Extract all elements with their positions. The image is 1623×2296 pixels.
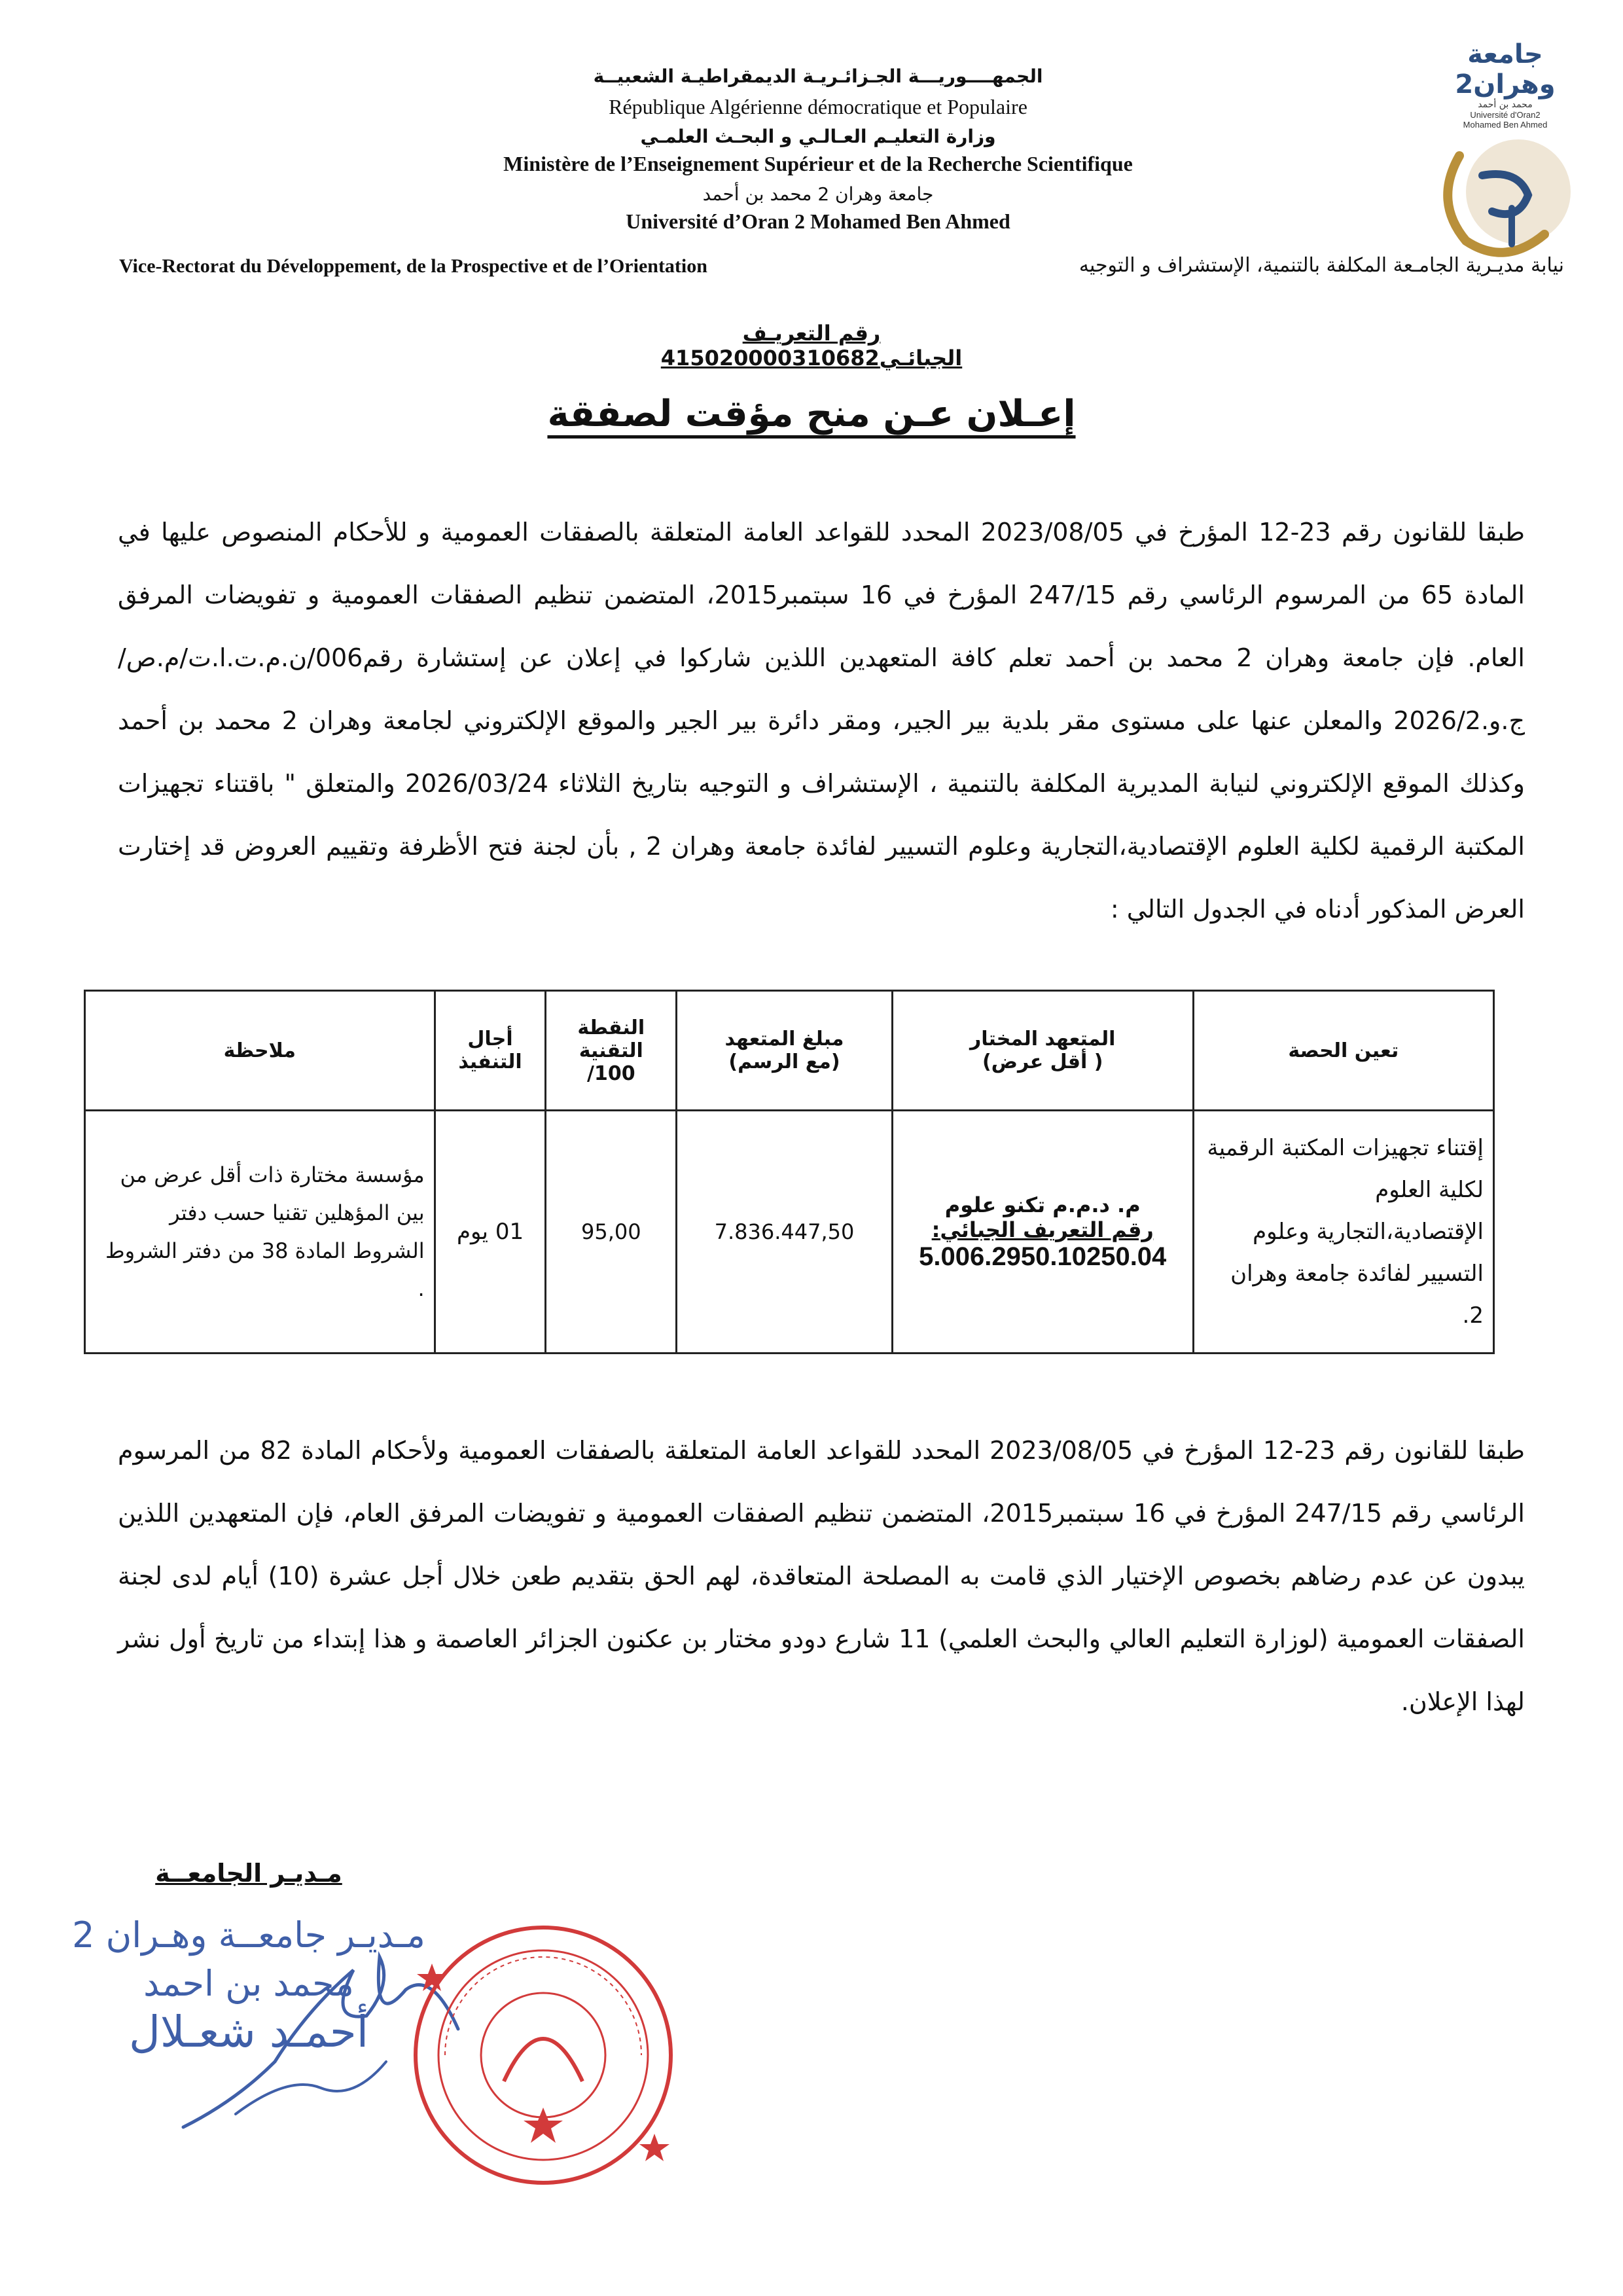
header-amount-label: مبلغ المتعهد [724, 1028, 844, 1050]
republic-ar: الجمهــــوريـــة الجـزائـريـة الديمقراطيـة الشعبيــة [593, 65, 1043, 87]
official-seal-icon [406, 1918, 681, 2193]
cell-amount: 7.836.447,50 [677, 1111, 893, 1354]
university-ar: جامعة وهران 2 محمد بن أحمد [702, 183, 934, 205]
tax-id: رقم التعريـف الجبائـي415020000310682 [660, 321, 963, 370]
cell-note: مؤسسة مختارة ذات أقل عرض من بين المؤهلين تقنيا حسب دفتر الشروط المادة 38 من دفتر الشروط . [85, 1111, 435, 1354]
header-deadline-label: أجال التنفيذ [458, 1028, 522, 1073]
stamp-line-2: محمد بن احمد [143, 1963, 354, 2004]
header-bidder-sub: ( أقل عرض) [982, 1050, 1103, 1073]
signature-title: مـديـر الجامعــة [155, 1859, 342, 1888]
university-fr: Université d’Oran 2 Mohamed Ben Ahmed [626, 209, 1010, 233]
page-title: إعـلان عـن منح مؤقت لصفقة [547, 393, 1076, 435]
header-deadline [435, 991, 546, 1111]
republic-fr: République Algérienne démocratique et Populaire [609, 95, 1027, 118]
stamp-line-1: مـديـر جامعــة وهـران 2 [72, 1914, 425, 1956]
header-amount [677, 991, 893, 1111]
logo-name-ar: جامعة وهران2 [1455, 39, 1556, 99]
logo-emblem-icon [1420, 130, 1590, 274]
header-note-label: ملاحظة [223, 1039, 296, 1062]
university-logo [1420, 39, 1590, 249]
vice-rectorate-ar: نيابة مديـرية الجامـعة المكلفة بالتنمية، الإستشراف و التوجيه [1079, 254, 1564, 277]
logo-name-fr-1: Université d'Oran2 [1470, 110, 1541, 120]
logo-name-fr-2: Mohamed Ben Ahmed [1463, 120, 1548, 130]
table-row [85, 1111, 1494, 1354]
vice-rectorate-fr: Vice-Rectorat du Développement, de la Prospective et de l’Orientation [119, 255, 707, 277]
bidder-name: م. د.م.م تكنو علوم [944, 1192, 1141, 1217]
header-note [85, 991, 435, 1111]
bidder-tax-id: 5.006.2950.10250.04 [919, 1242, 1167, 1271]
header-bidder-label: المتعهد المختار [969, 1028, 1116, 1050]
cell-bidder [892, 1111, 1193, 1354]
header-score-sub: 100/ [586, 1062, 635, 1085]
award-table [84, 990, 1495, 1354]
logo-name-ar-2: محمد بن أحمد [1478, 99, 1533, 110]
header-lot [1193, 991, 1493, 1111]
header-score-label: النقطة التقنية [577, 1016, 645, 1062]
cell-lot: إقتناء تجهيزات المكتبة الرقمية لكلية العلوم الإقتصادية،التجارية وعلوم التسيير لفائدة جامعة وهران 2. [1193, 1111, 1493, 1354]
header-score [546, 991, 677, 1111]
header-bidder [892, 991, 1193, 1111]
header-lot-label: تعين الحصة [1288, 1039, 1399, 1062]
signatory-name: أحمـد شعـلال [128, 2007, 369, 2057]
header-amount-sub: (مع الرسم) [728, 1050, 840, 1073]
appeal-paragraph: طبقا للقانون رقم 23-12 المؤرخ في 2023/08/05 المحدد للقواعد العامة المتعلقة بالصفقات العمومية ولأحكام المادة 82 من المرسوم الرئاسي رقم 247/15 المؤرخ في 16 سبتمبر2015، المتضمن تنظيم الصفقات العمومية و تفويضات المرفق العام، فإن المتعهدين اللذين يبدون عن عدم رضاهم بخصوص الإختيار الذي قامت به المصلحة المتعاقدة، لهم الحق بتقديم طعن خلال أجل عشرة (10) أيام لدى لجنة الصفقات العمومية (لوزارة التعليم العالي والبحث العلمي) 11 شارع دودو مختار بن عكنون الجزائر العاصمة و هذا إبتداء من تاريخ أول نشر لهذا الإعلان. [118, 1436, 1525, 1716]
table-header-row [85, 991, 1494, 1111]
ministry-fr: Ministère de l’Enseignement Supérieur et de la Recherche Scientifique [503, 152, 1133, 175]
intro-paragraph: طبقا للقانون رقم 23-12 المؤرخ في 2023/08/05 المحدد للقواعد العامة المتعلقة بالصفقات العمومية و للأحكام المنصوص عليها في المادة 65 من المرسوم الرئاسي رقم 247/15 المؤرخ في 16 سبتمبر2015، المتضمن تنظيم الصفقات العمومية و تفويضات المرفق العام. فإن جامعة وهران 2 محمد بن أحمد تعلم كافة المتعهدين اللذين شاركوا في إعلان عن إستشارة رقم006/ن.م.ت.ا.ت/م.ص/ج.و.2026/2 والمعلن عنها على مستوى مقر بلدية بير الجير، ومقر دائرة بير الجير والموقع الإلكتروني لجامعة وهران 2 محمد بن أحمد وكذلك الموقع الإلكتروني لنيابة المديرية المكلفة بالتنمية ، الإستشراف و التوجيه بتاريخ الثلاثاء 2026/03/24 والمتعلق " باقتناء تجهيزات المكتبة الرقمية لكلية العلوم الإقتصادية،التجارية وعلوم التسيير لفائدة جامعة وهران 2 , بأن لجنة فتح الأظرفة وتقييم العروض قد إختارت العرض المذكور أدناه في الجدول التالي : [118, 518, 1525, 924]
cell-deadline: 01 يوم [435, 1111, 546, 1354]
cell-score: 95,00 [546, 1111, 677, 1354]
ministry-ar: وزارة التعليـم العـالـي و البحـث العلمـي [640, 126, 996, 147]
bidder-tax-label: رقم التعريف الجبائي: [931, 1217, 1154, 1242]
